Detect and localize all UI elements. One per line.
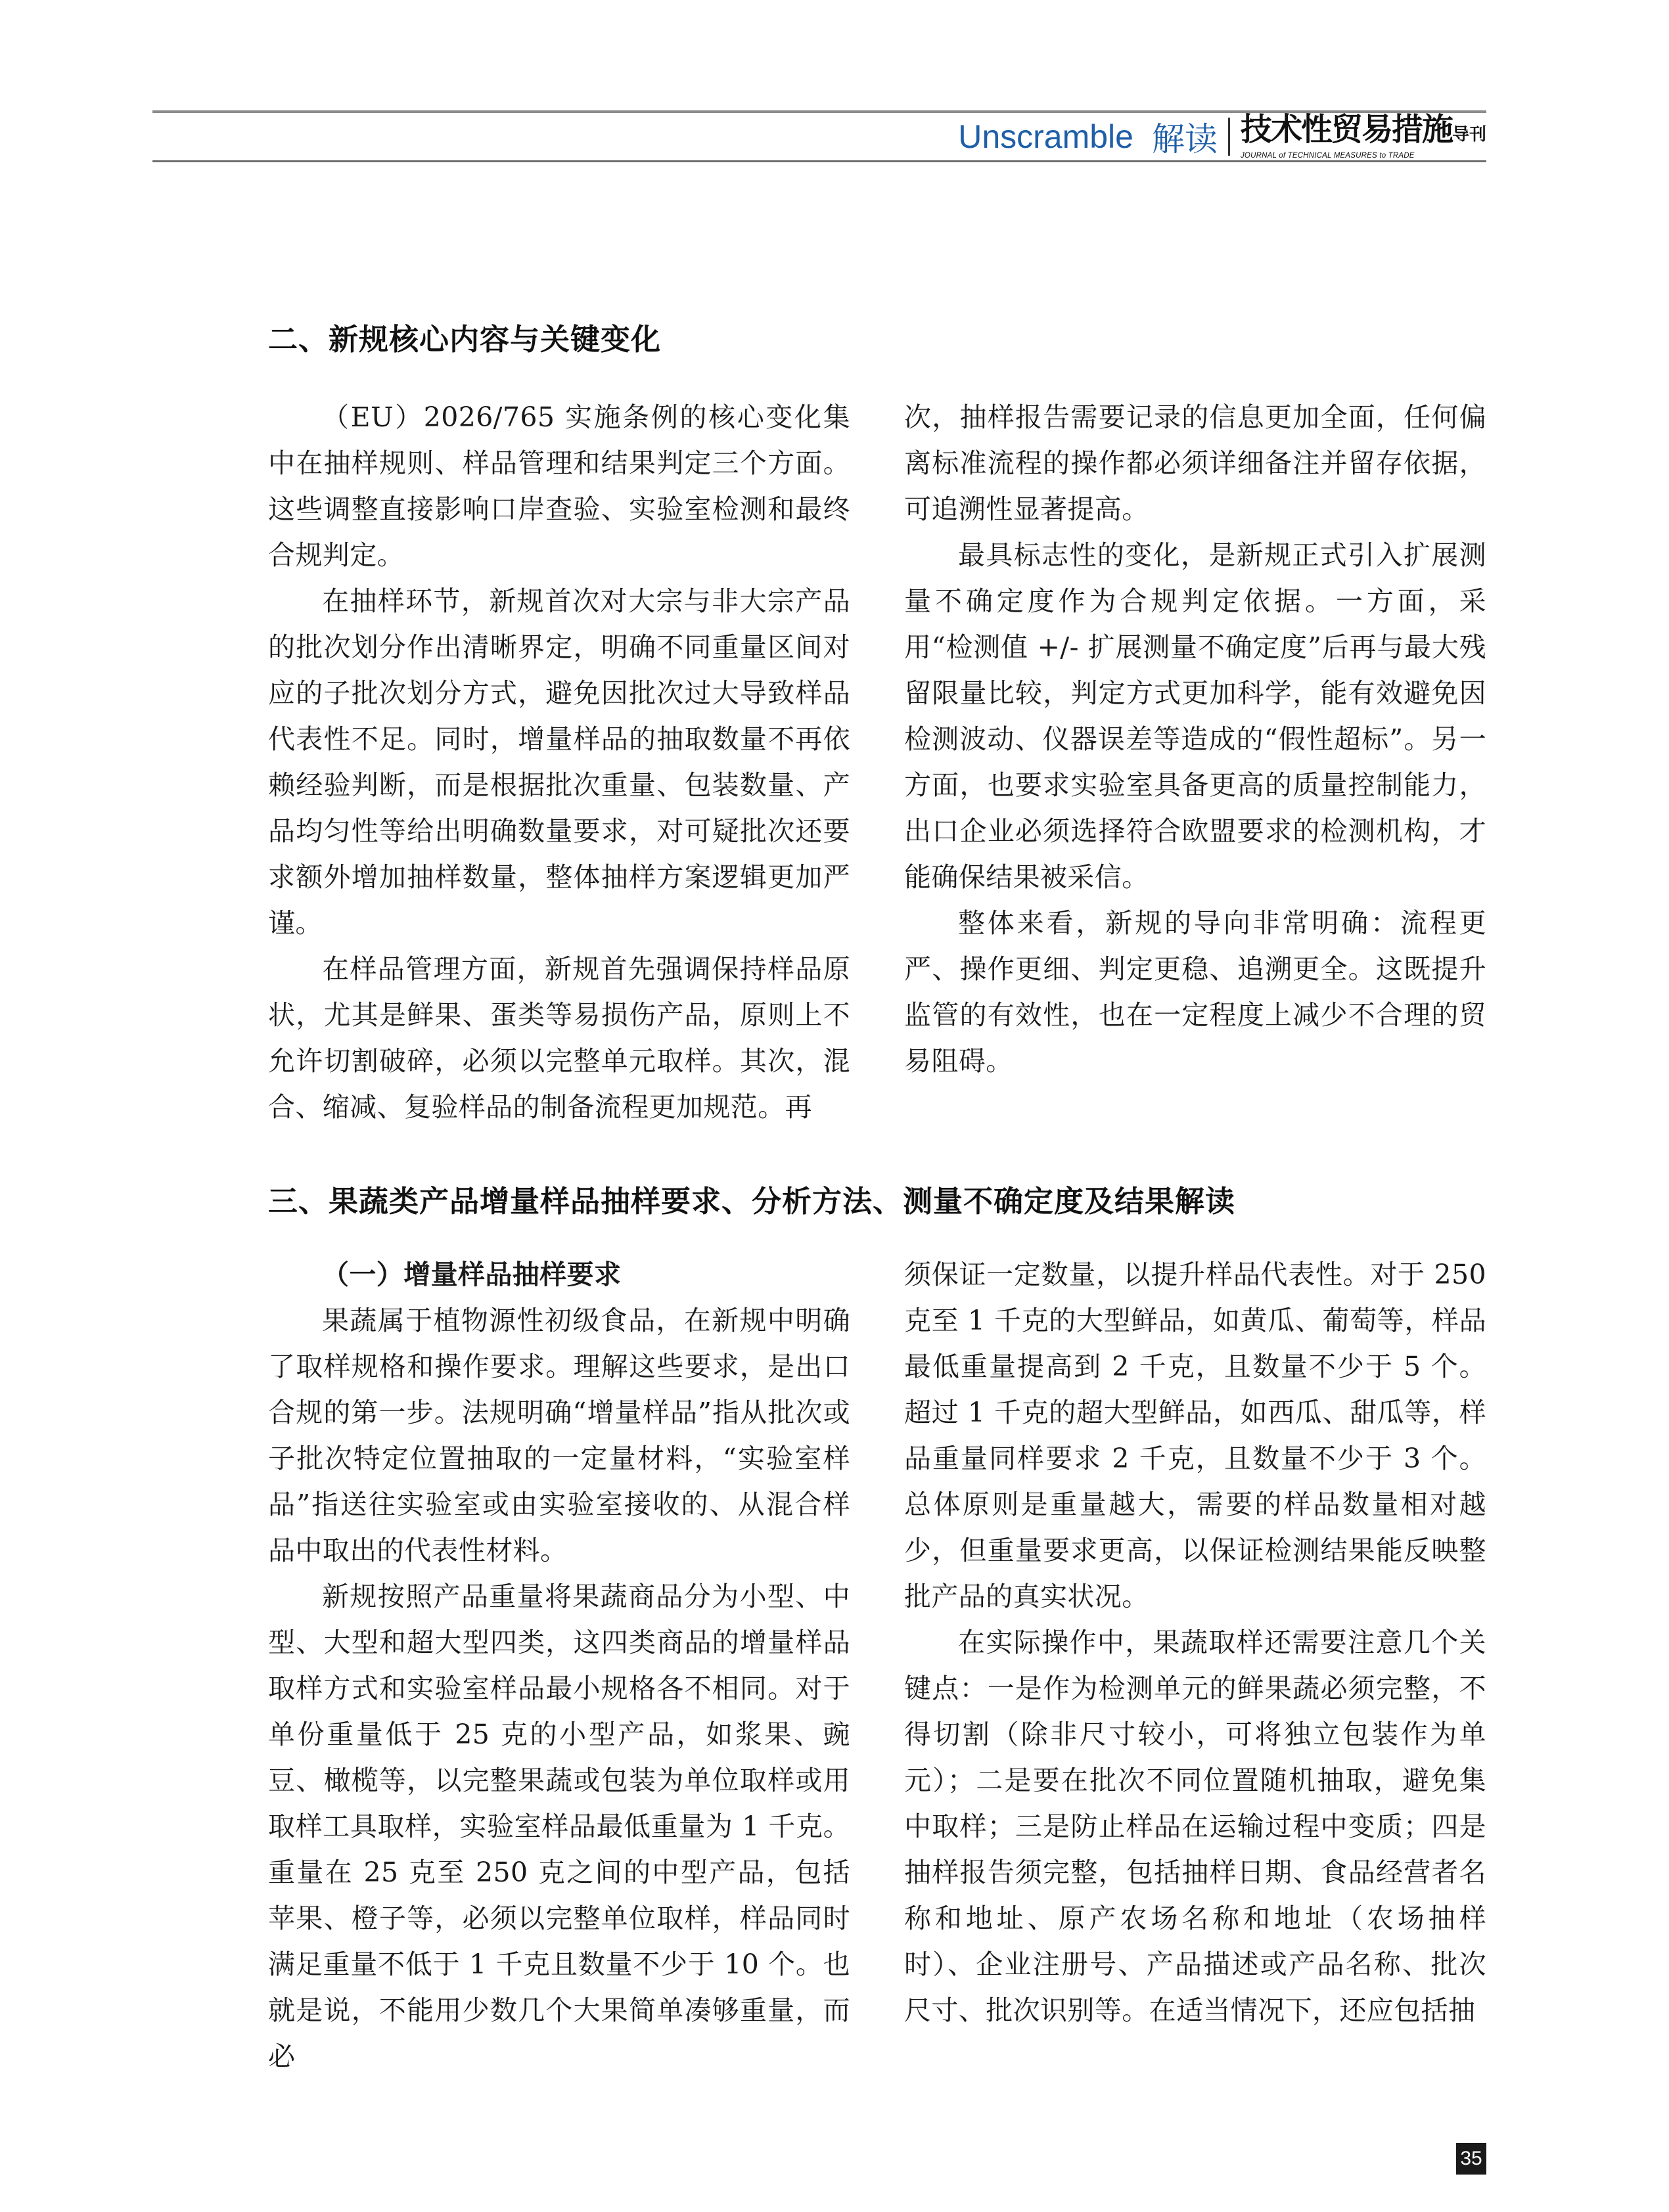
section-2-title: 二、新规核心内容与关键变化 [268, 322, 662, 357]
running-header [958, 111, 1486, 160]
section-label-en: Unscramble [958, 118, 1133, 155]
paragraph: （EU）2026/765 实施条例的核心变化集中在抽样规则、样品管理和结果判定三个方面。这些调整直接影响口岸查验、实验室检测和最终合规判定。 [268, 401, 850, 571]
header-rule-bottom [152, 160, 1486, 162]
paragraph: 整体来看，新规的导向非常明确：流程更严、操作更细、判定更稳、追溯更全。这既提升监管的有效性，也在一定程度上减少不合理的贸易阻碍。 [904, 907, 1486, 1077]
paragraph-continued: 须保证一定数量，以提升样品代表性。对于 250 克至 1 千克的大型鲜品，如黄瓜、葡萄等，样品最低重量提高到 2 千克，且数量不少于 5 个。超过 1 千克的超大型鲜品，如西瓜、甜瓜等，样品重量同样要求 2 千克，且数量不少于 3 个。总体原则是重量越大，需要的样品数量相对越少，但重量要求更高，以保证检测结果能反映整批产品的真实状况。 [904, 1259, 1486, 1612]
section-2-left-column [268, 394, 850, 1130]
paragraph: 在抽样环节，新规首次对大宗与非大宗产品的批次划分作出清晰界定，明确不同重量区间对应的子批次划分方式，避免因批次过大导致样品代表性不足。同时，增量样品的抽取数量不再依赖经验判断，而是根据批次重量、包装数量、产品均匀性等给出明确数量要求，对可疑批次还要求额外增加抽样数量，整体抽样方案逻辑更加严谨。 [268, 585, 850, 939]
paragraph: 果蔬属于植物源性初级食品，在新规中明确了取样规格和操作要求。理解这些要求，是出口合规的第一步。法规明确“增量样品”指从批次或子批次特定位置抽取的一定量材料，“实验室样品”指送往实验室或由实验室接收的、从混合样品中取出的代表性材料。 [268, 1305, 850, 1566]
paragraph: 在实际操作中，果蔬取样还需要注意几个关键点：一是作为检测单元的鲜果蔬必须完整，不得切割（除非尺寸较小，可将独立包装作为单元）；二是要在批次不同位置随机抽取，避免集中取样；三是防止样品在运输过程中变质；四是抽样报告须完整，包括抽样日期、食品经营者名称和地址、原产农场名称和地址（农场抽样时）、企业注册号、产品描述或产品名称、批次尺寸、批次识别等。在适当情况下，还应包括抽 [904, 1627, 1486, 2026]
header-separator [1228, 118, 1230, 156]
subsection-heading: （一）增量样品抽样要求 [322, 1259, 622, 1290]
section-2-right-column [904, 394, 1486, 1084]
section-label-cn: 解读 [1151, 120, 1218, 158]
journal-name-en: JOURNAL of TECHNICAL MEASURES to TRADE [1240, 152, 1415, 160]
section-3-right-column [904, 1252, 1486, 2033]
section-3-title: 三、果蔬类产品增量样品抽样要求、分析方法、测量不确定度及结果解读 [268, 1184, 1236, 1219]
paragraph: 最具标志性的变化，是新规正式引入扩展测量不确定度作为合规判定依据。一方面，采用“检测值 +/- 扩展测量不确定度”后再与最大残留限量比较，判定方式更加科学，能有效避免因检测波动、仪器误差等造成的“假性超标”。另一方面，也要求实验室具备更高的质量控制能力，出口企业必须选择符合欧盟要求的检测机构，才能确保结果被采信。 [904, 539, 1486, 893]
journal-logo [1241, 113, 1486, 160]
paragraph: 在样品管理方面，新规首先强调保持样品原状，尤其是鲜果、蛋类等易损伤产品，原则上不允许切割破碎，必须以完整单元取样。其次，混合、缩减、复验样品的制备流程更加规范。再 [268, 953, 850, 1123]
journal-name: 技术性贸易措施导刊 [1240, 111, 1486, 148]
paragraph-continued: 次，抽样报告需要记录的信息更加全面，任何偏离标准流程的操作都必须详细备注并留存依据，可追溯性显著提高。 [904, 401, 1486, 525]
page-number: 35 [1456, 2143, 1486, 2175]
section-3-left-column [268, 1252, 850, 2079]
paragraph: 新规按照产品重量将果蔬商品分为小型、中型、大型和超大型四类，这四类商品的增量样品取样方式和实验室样品最小规格各不相同。对于单份重量低于 25 克的小型产品，如浆果、豌豆、橄榄等，以完整果蔬或包装为单位取样或用取样工具取样，实验室样品最低重量为 1 千克。重量在 25 克至 250 克之间的中型产品，包括苹果、橙子等，必须以完整单位取样，样品同时满足重量不低于 1 千克且数量不少于 10 个。也就是说，不能用少数几个大果简单凑够重量，而必 [268, 1581, 850, 2072]
